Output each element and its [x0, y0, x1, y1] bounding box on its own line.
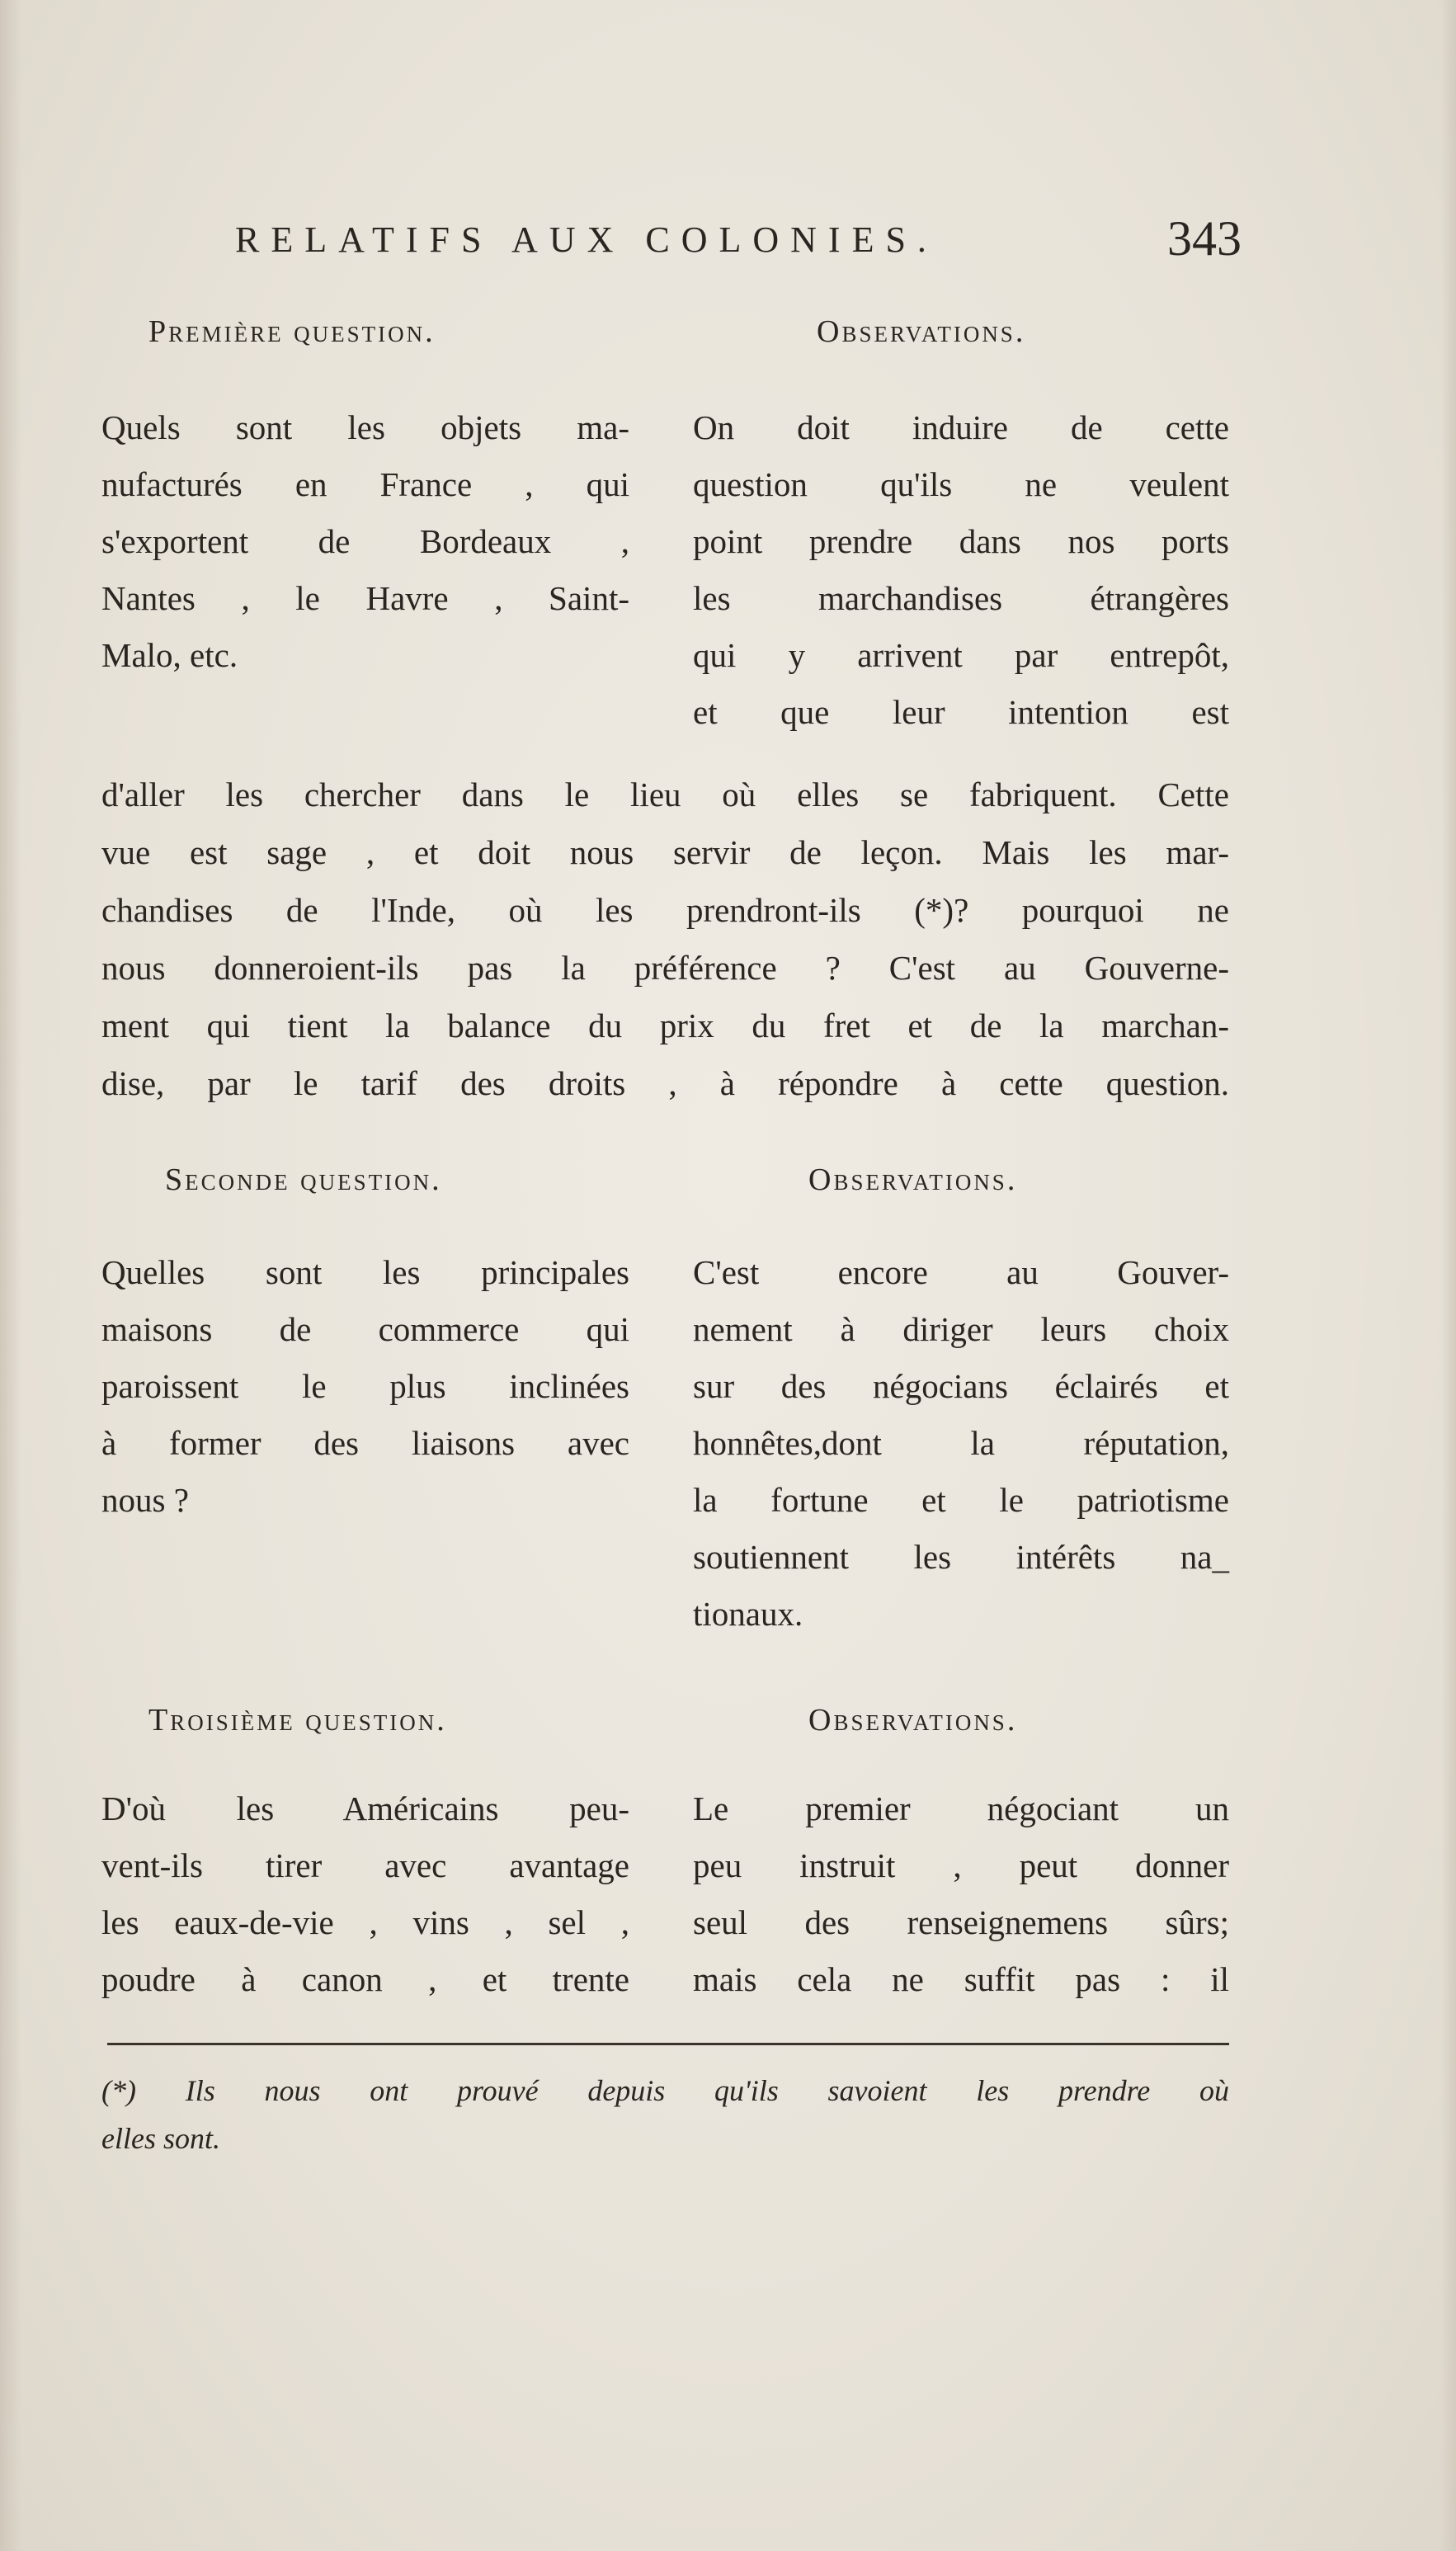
- text-line: C'est encore au Gouver-: [693, 1253, 1229, 1291]
- text-line: les eaux-de-vie , vins , sel ,: [101, 1903, 629, 1941]
- text-line: nous ?: [101, 1481, 189, 1519]
- text-line: chandises de l'Inde, où les prendront-ils (*)? pourquoi ne: [101, 891, 1229, 929]
- text-line: d'aller les chercher dans le lieu où elles se fabriquent. Cette: [101, 776, 1229, 813]
- text-line: D'où les Américains peu-: [101, 1789, 629, 1827]
- third-observation-text: [693, 1780, 1229, 2008]
- text-line: nous donneroient-ils pas la préférence ? C'est au Gouverne-: [101, 949, 1229, 987]
- third-question-heading: Troisième question.: [148, 1703, 447, 1738]
- text-line: les marchandises étrangères: [693, 579, 1229, 617]
- page-edge-shadow-left: [0, 0, 21, 2551]
- first-question-heading: Première question.: [148, 314, 436, 349]
- text-line: sur des négocians éclairés et: [693, 1367, 1229, 1405]
- text-line: vue est sage , et doit nous servir de leçon. Mais les mar-: [101, 833, 1229, 871]
- footnote: [101, 2067, 1229, 2162]
- text-line: peu instruit , peut donner: [693, 1846, 1229, 1884]
- text-line: la fortune et le patriotisme: [693, 1481, 1229, 1519]
- text-line: s'exportent de Bordeaux ,: [101, 522, 629, 560]
- second-observation-text: [693, 1244, 1229, 1643]
- footnote-line: (*) Ils nous ont prouvé depuis qu'ils savoient les prendre où: [101, 2074, 1229, 2107]
- text-line: ment qui tient la balance du prix du fret et de la marchan-: [101, 1007, 1229, 1044]
- text-line: Le premier négociant un: [693, 1789, 1229, 1827]
- text-line: Quels sont les objets ma-: [101, 408, 629, 446]
- running-title: RELATIFS AUX COLONIES.: [235, 219, 938, 260]
- text-line: à former des liaisons avec: [101, 1424, 629, 1462]
- text-line: question qu'ils ne veulent: [693, 465, 1229, 503]
- page-edge-shadow-right: [1441, 0, 1456, 2551]
- text-line: et que leur intention est: [693, 693, 1229, 731]
- text-line: Malo, etc.: [101, 636, 238, 674]
- second-question-heading: Seconde question.: [165, 1162, 442, 1197]
- second-observations-heading: Observations.: [808, 1162, 1018, 1197]
- text-line: paroissent le plus inclinées: [101, 1367, 629, 1405]
- text-line: qui y arrivent par entrepôt,: [693, 636, 1229, 674]
- first-observation-continuation: [101, 766, 1229, 1112]
- text-line: seul des renseignemens sûrs;: [693, 1903, 1229, 1941]
- third-observations-heading: Observations.: [808, 1703, 1018, 1738]
- text-line: nufacturés en France , qui: [101, 465, 629, 503]
- page-number: 343: [1167, 211, 1242, 266]
- text-line: nement à diriger leurs choix: [693, 1310, 1229, 1348]
- text-line: point prendre dans nos ports: [693, 522, 1229, 560]
- second-question-text: [101, 1244, 629, 1529]
- text-line: poudre à canon , et trente: [101, 1960, 629, 1998]
- first-question-text: [101, 399, 629, 684]
- third-question-text: [101, 1780, 629, 2008]
- text-line: On doit induire de cette: [693, 408, 1229, 446]
- text-line: tionaux.: [693, 1595, 803, 1633]
- first-observation-text: [693, 399, 1229, 741]
- text-line: Nantes , le Havre , Saint-: [101, 579, 629, 617]
- running-header: [235, 210, 1242, 276]
- text-line: soutiennent les intérêts na_: [693, 1538, 1229, 1576]
- first-observations-heading: Observations.: [817, 314, 1026, 349]
- text-line: mais cela ne suffit pas : il: [693, 1960, 1229, 1998]
- text-line: honnêtes,dont la réputation,: [693, 1424, 1229, 1462]
- text-line: Quelles sont les principales: [101, 1253, 629, 1291]
- text-line: dise, par le tarif des droits , à répondre à cette question.: [101, 1064, 1229, 1102]
- text-line: maisons de commerce qui: [101, 1310, 629, 1348]
- footnote-rule: [107, 2043, 1229, 2045]
- text-line: vent-ils tirer avec avantage: [101, 1846, 629, 1884]
- footnote-line: elles sont.: [101, 2122, 220, 2155]
